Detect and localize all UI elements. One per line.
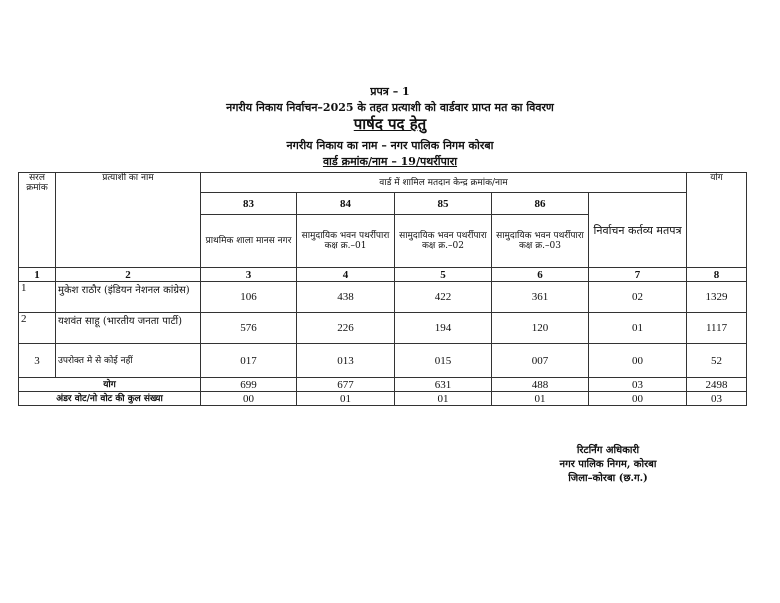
- header-serial: सरल क्रमांक: [19, 173, 56, 268]
- postal-count: 02: [589, 282, 687, 313]
- column-number: 3: [201, 268, 297, 282]
- row-serial: 2: [19, 313, 56, 344]
- center-number: 85: [395, 193, 492, 215]
- vote-count: 015: [395, 344, 492, 378]
- center-name: सामुदायिक भवन पथर्रीपारा कक्ष क्र.–01: [297, 215, 395, 268]
- column-number: 4: [297, 268, 395, 282]
- table-row: [19, 282, 747, 313]
- signature-office: नगर पालिक निगम, कोरबा: [559, 459, 657, 470]
- vote-count: 576: [201, 313, 297, 344]
- under-vote-value: 00: [201, 392, 297, 406]
- signature-district: जिला–कोरबा (छ.ग.): [568, 473, 648, 484]
- sum-value: 677: [297, 378, 395, 392]
- column-number: 8: [687, 268, 747, 282]
- row-serial: 1: [19, 282, 56, 313]
- candidate-name: यशवंत साहू (भारतीय जनता पार्टी): [56, 313, 201, 344]
- form-number: प्रपत्र – 1: [370, 85, 410, 98]
- vote-count: 120: [492, 313, 589, 344]
- column-number: 7: [589, 268, 687, 282]
- sum-value: 2498: [687, 378, 747, 392]
- sum-value: 631: [395, 378, 492, 392]
- header-centers: वार्ड में शामिल मतदान केन्द्र क्रमांक/नाम: [201, 173, 687, 193]
- sum-value: 699: [201, 378, 297, 392]
- center-number: 84: [297, 193, 395, 215]
- center-number: 83: [201, 193, 297, 215]
- ward-name: वार्ड क्रमांक/नाम – 19/पथर्रीपारा: [322, 155, 458, 168]
- header-postal-ballot: निर्वाचन कर्तव्य मतपत्र: [589, 193, 687, 268]
- row-serial: 3: [19, 344, 56, 378]
- column-number: 1: [19, 268, 56, 282]
- sum-value: 03: [589, 378, 687, 392]
- postal-count: 01: [589, 313, 687, 344]
- candidate-name: उपरोक्त मे से कोई नहीं: [56, 344, 201, 378]
- vote-count: 422: [395, 282, 492, 313]
- vote-count: 361: [492, 282, 589, 313]
- row-total: 52: [687, 344, 747, 378]
- under-vote-label: अंडर वोट/नो वोट की कुल संख्या: [19, 392, 201, 406]
- under-vote-value: 03: [687, 392, 747, 406]
- document-title: पार्षद पद हेतु: [353, 115, 427, 133]
- table-header-row: [19, 173, 747, 193]
- table-row: [19, 313, 747, 344]
- sum-row: [19, 378, 747, 392]
- column-number: 6: [492, 268, 589, 282]
- center-name: सामुदायिक भवन पथर्रीपारा कक्ष क्र.–03: [492, 215, 589, 268]
- signature-title: रिटर्निंग अधिकारी: [576, 445, 640, 456]
- postal-count: 00: [589, 344, 687, 378]
- results-table: [18, 172, 747, 406]
- column-number: 5: [395, 268, 492, 282]
- under-vote-row: [19, 392, 747, 406]
- under-vote-value: 01: [297, 392, 395, 406]
- vote-count: 226: [297, 313, 395, 344]
- row-total: 1117: [687, 313, 747, 344]
- sum-value: 488: [492, 378, 589, 392]
- vote-count: 017: [201, 344, 297, 378]
- under-vote-value: 00: [589, 392, 687, 406]
- vote-count: 007: [492, 344, 589, 378]
- vote-count: 013: [297, 344, 395, 378]
- document-subtitle: नगरीय निकाय निर्वाचन–2025 के तहत प्रत्याशी को वार्डवार प्राप्त मत का विवरण: [226, 101, 554, 114]
- center-name: सामुदायिक भवन पथर्रीपारा कक्ष क्र.–02: [395, 215, 492, 268]
- candidate-name: मुकेश राठौर (इंडियन नेशनल कांग्रेस): [56, 282, 201, 313]
- center-number: 86: [492, 193, 589, 215]
- vote-count: 106: [201, 282, 297, 313]
- column-number: 2: [56, 268, 201, 282]
- under-vote-value: 01: [395, 392, 492, 406]
- sum-label: योग: [19, 378, 201, 392]
- table-row: [19, 344, 747, 378]
- header-total: योग: [687, 173, 747, 268]
- center-name: प्राथमिक शाला मानस नगर: [201, 215, 297, 268]
- vote-count: 438: [297, 282, 395, 313]
- row-total: 1329: [687, 282, 747, 313]
- under-vote-value: 01: [492, 392, 589, 406]
- municipal-body-name: नगरीय निकाय का नाम – नगर पालिक निगम कोरबा: [286, 139, 494, 152]
- vote-count: 194: [395, 313, 492, 344]
- header-candidate: प्रत्याशी का नाम: [56, 173, 201, 268]
- column-number-row: [19, 268, 747, 282]
